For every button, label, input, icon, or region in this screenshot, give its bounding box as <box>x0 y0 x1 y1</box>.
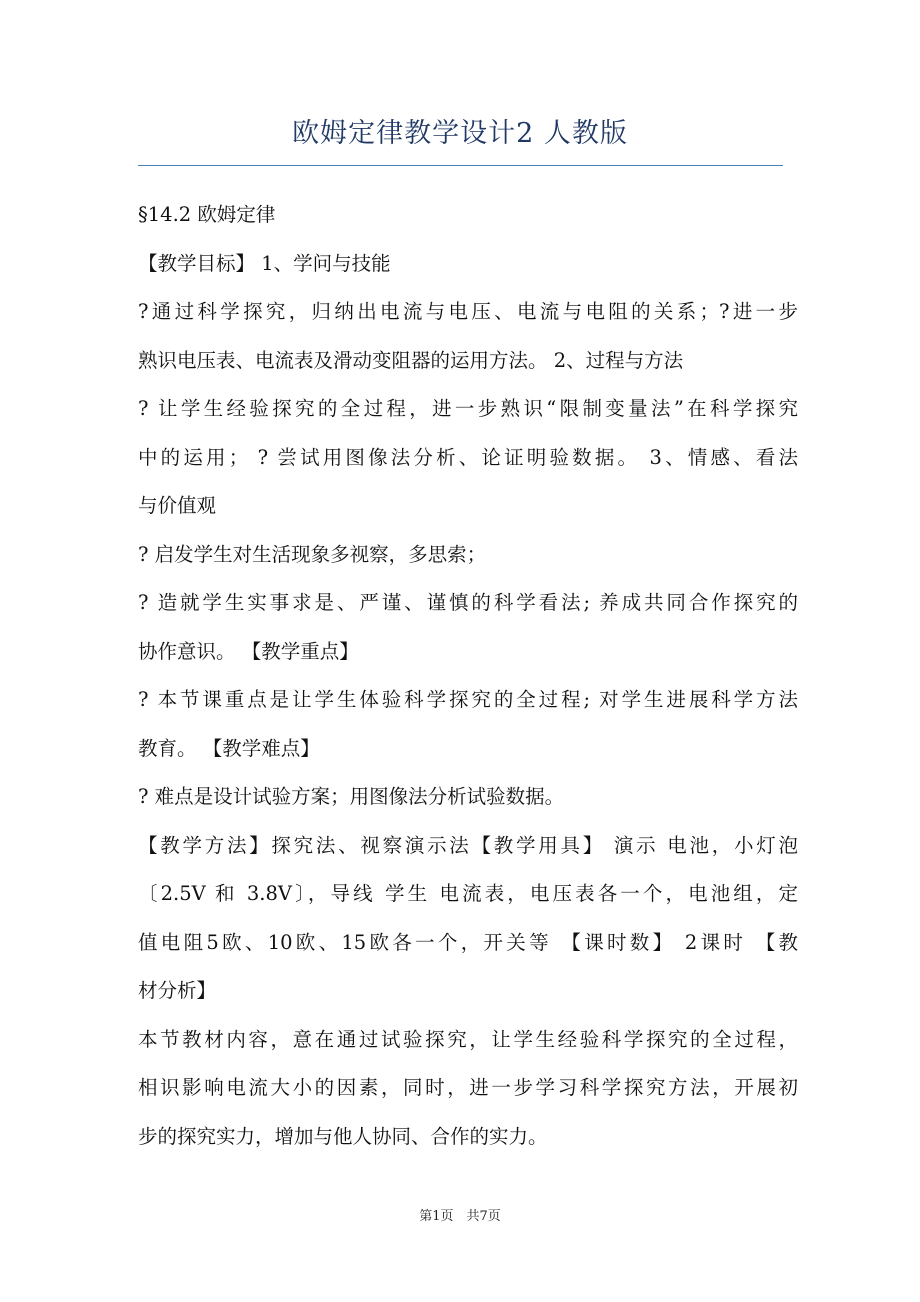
body-line: 熟识电压表、电流表及滑动变阻器的运用方法。 2、过程与方法 <box>138 348 684 372</box>
body-line: 教育。 【教学难点】 <box>138 736 320 760</box>
body-line: ?通过科学探究，归纳出电流与电压、电流与电阻的关系；?进一步 <box>138 300 798 323</box>
body-line: 值电阻5欧、10欧、15欧各一个，开关等 【课时数】 2课时 【教 <box>138 930 798 954</box>
body-line: ? 让学生经验探究的全过程，进一步熟识“限制变量法”在科学探究 <box>138 397 798 420</box>
body-line: ? 启发学生对生活现象多视察，多思索； <box>138 542 487 566</box>
body-line: 步的探究实力，增加与他人协同、合作的实力。 <box>138 1124 548 1148</box>
body-line: ? 难点是设计试验方案；用图像法分析试验数据。 <box>138 785 565 808</box>
body-line: ? 本节课重点是让学生体验科学探究的全过程; 对学生进展科学方法 <box>138 688 798 711</box>
title-divider <box>138 165 783 166</box>
body-line: 本节教材内容，意在通过试验探究，让学生经验科学探究的全过程， <box>138 1027 798 1051</box>
body-line: 【教学目标】 1、学问与技能 <box>138 251 391 275</box>
body-line: 与价值观 <box>138 494 217 517</box>
document-body <box>138 195 798 1165</box>
body-line: 中的运用； ? 尝试用图像法分析、论证明验数据。 3、情感、看法 <box>138 445 798 469</box>
body-line: §14.2 欧姆定律 <box>138 203 276 226</box>
document-title: 欧姆定律教学设计2 人教版 <box>292 118 628 149</box>
body-line: ? 造就学生实事求是、严谨、谨慎的科学看法; 养成共同合作探究的 <box>138 591 798 614</box>
body-line: 【教学方法】探究法、视察演示法【教学用具】 演示 电池，小灯泡 <box>138 833 798 857</box>
body-line: 材分析】 <box>138 979 217 1002</box>
page-number-footer: 第1页 共7页 <box>419 1209 501 1224</box>
body-line: 相识影响电流大小的因素，同时，进一步学习科学探究方法，开展初 <box>138 1076 798 1099</box>
body-line: 协作意识。 【教学重点】 <box>138 639 359 663</box>
body-line: 〔2.5V 和 3.8V〕，导线 学生 电流表，电压表各一个，电池组，定 <box>138 882 798 905</box>
